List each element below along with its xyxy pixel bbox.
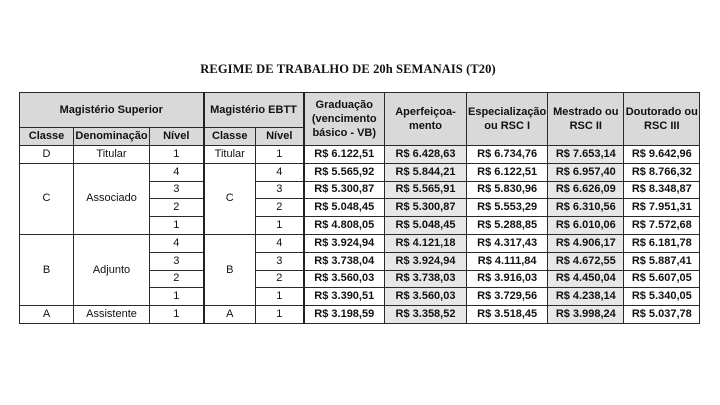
nivel-cell: 2 [150, 199, 204, 217]
nivel-ebtt-cell: 3 [256, 181, 304, 199]
nivel-cell: 3 [150, 181, 204, 199]
classe-ebtt-cell: C [204, 163, 256, 234]
doutorado-cell: R$ 8.348,87 [624, 181, 700, 199]
header-aperfeicoamento: Aperfeiçoa-mento [385, 93, 467, 146]
denominacao-cell: Adjunto [74, 234, 150, 305]
mestrado-cell: R$ 4.238,14 [548, 288, 624, 306]
nivel-cell: 4 [150, 163, 204, 181]
salary-table [19, 92, 700, 324]
header-mestrado: Mestrado ou RSC II [548, 93, 624, 146]
table-row [20, 306, 700, 324]
especializacao-cell: R$ 5.553,29 [467, 199, 548, 217]
especializacao-cell: R$ 4.111,84 [467, 252, 548, 270]
aperfeicoamento-cell: R$ 3.924,94 [385, 252, 467, 270]
aperfeicoamento-cell: R$ 3.738,03 [385, 270, 467, 288]
header-especializacao: Especialização ou RSC I [467, 93, 548, 146]
graduacao-cell: R$ 5.565,92 [304, 163, 385, 181]
aperfeicoamento-cell: R$ 3.560,03 [385, 288, 467, 306]
aperfeicoamento-cell: R$ 5.844,21 [385, 163, 467, 181]
header-magisterio-ebtt: Magistério EBTT [204, 93, 304, 128]
header-magisterio-superior: Magistério Superior [20, 93, 204, 128]
nivel-ebtt-cell: 1 [256, 217, 304, 235]
especializacao-cell: R$ 4.317,43 [467, 234, 548, 252]
header-classe-ebtt: Classe [204, 128, 256, 146]
classe-cell: A [20, 306, 74, 324]
graduacao-cell: R$ 3.738,04 [304, 252, 385, 270]
nivel-ebtt-cell: 4 [256, 234, 304, 252]
doutorado-cell: R$ 8.766,32 [624, 163, 700, 181]
mestrado-cell: R$ 7.653,14 [548, 146, 624, 164]
nivel-cell: 3 [150, 252, 204, 270]
denominacao-cell: Titular [74, 146, 150, 164]
especializacao-cell: R$ 6.734,76 [467, 146, 548, 164]
page-title: REGIME DE TRABALHO DE 20h SEMANAIS (T20) [200, 62, 496, 76]
doutorado-cell: R$ 5.340,05 [624, 288, 700, 306]
classe-ebtt-cell: B [204, 234, 256, 305]
denominacao-cell: Associado [74, 163, 150, 234]
doutorado-cell: R$ 5.607,05 [624, 270, 700, 288]
mestrado-cell: R$ 3.998,24 [548, 306, 624, 324]
graduacao-cell: R$ 3.390,51 [304, 288, 385, 306]
classe-cell: D [20, 146, 74, 164]
graduacao-cell: R$ 5.300,87 [304, 181, 385, 199]
header-doutorado: Doutorado ou RSC III [624, 93, 700, 146]
nivel-cell: 1 [150, 217, 204, 235]
aperfeicoamento-cell: R$ 5.048,45 [385, 217, 467, 235]
mestrado-cell: R$ 6.626,09 [548, 181, 624, 199]
nivel-cell: 1 [150, 306, 204, 324]
table-row [20, 163, 700, 181]
mestrado-cell: R$ 4.450,04 [548, 270, 624, 288]
doutorado-cell: R$ 7.572,68 [624, 217, 700, 235]
nivel-cell: 1 [150, 146, 204, 164]
graduacao-cell: R$ 4.808,05 [304, 217, 385, 235]
doutorado-cell: R$ 9.642,96 [624, 146, 700, 164]
especializacao-cell: R$ 3.518,45 [467, 306, 548, 324]
mestrado-cell: R$ 6.310,56 [548, 199, 624, 217]
nivel-cell: 2 [150, 270, 204, 288]
graduacao-cell: R$ 5.048,45 [304, 199, 385, 217]
mestrado-cell: R$ 6.957,40 [548, 163, 624, 181]
doutorado-cell: R$ 6.181,78 [624, 234, 700, 252]
aperfeicoamento-cell: R$ 5.565,91 [385, 181, 467, 199]
especializacao-cell: R$ 3.729,56 [467, 288, 548, 306]
mestrado-cell: R$ 4.672,55 [548, 252, 624, 270]
classe-cell: B [20, 234, 74, 305]
nivel-cell: 4 [150, 234, 204, 252]
denominacao-cell: Assistente [74, 306, 150, 324]
doutorado-cell: R$ 7.951,31 [624, 199, 700, 217]
graduacao-cell: R$ 3.198,59 [304, 306, 385, 324]
nivel-ebtt-cell: 2 [256, 270, 304, 288]
header-classe: Classe [20, 128, 74, 146]
classe-cell: C [20, 163, 74, 234]
doutorado-cell: R$ 5.887,41 [624, 252, 700, 270]
aperfeicoamento-cell: R$ 3.358,52 [385, 306, 467, 324]
aperfeicoamento-cell: R$ 6.428,63 [385, 146, 467, 164]
graduacao-cell: R$ 3.924,94 [304, 234, 385, 252]
header-nivel: Nível [150, 128, 204, 146]
graduacao-cell: R$ 6.122,51 [304, 146, 385, 164]
nivel-cell: 1 [150, 288, 204, 306]
doutorado-cell: R$ 5.037,78 [624, 306, 700, 324]
nivel-ebtt-cell: 2 [256, 199, 304, 217]
mestrado-cell: R$ 4.906,17 [548, 234, 624, 252]
especializacao-cell: R$ 5.830,96 [467, 181, 548, 199]
table-row [20, 234, 700, 252]
especializacao-cell: R$ 6.122,51 [467, 163, 548, 181]
nivel-ebtt-cell: 1 [256, 146, 304, 164]
mestrado-cell: R$ 6.010,06 [548, 217, 624, 235]
header-nivel-ebtt: Nível [256, 128, 304, 146]
nivel-ebtt-cell: 3 [256, 252, 304, 270]
table-row [20, 146, 700, 164]
aperfeicoamento-cell: R$ 5.300,87 [385, 199, 467, 217]
nivel-ebtt-cell: 1 [256, 288, 304, 306]
header-graduacao: Graduação (vencimento básico - VB) [304, 93, 385, 146]
graduacao-cell: R$ 3.560,03 [304, 270, 385, 288]
aperfeicoamento-cell: R$ 4.121,18 [385, 234, 467, 252]
classe-ebtt-cell: Titular [204, 146, 256, 164]
especializacao-cell: R$ 3.916,03 [467, 270, 548, 288]
nivel-ebtt-cell: 4 [256, 163, 304, 181]
nivel-ebtt-cell: 1 [256, 306, 304, 324]
classe-ebtt-cell: A [204, 306, 256, 324]
especializacao-cell: R$ 5.288,85 [467, 217, 548, 235]
header-denominacao: Denominação [74, 128, 150, 146]
